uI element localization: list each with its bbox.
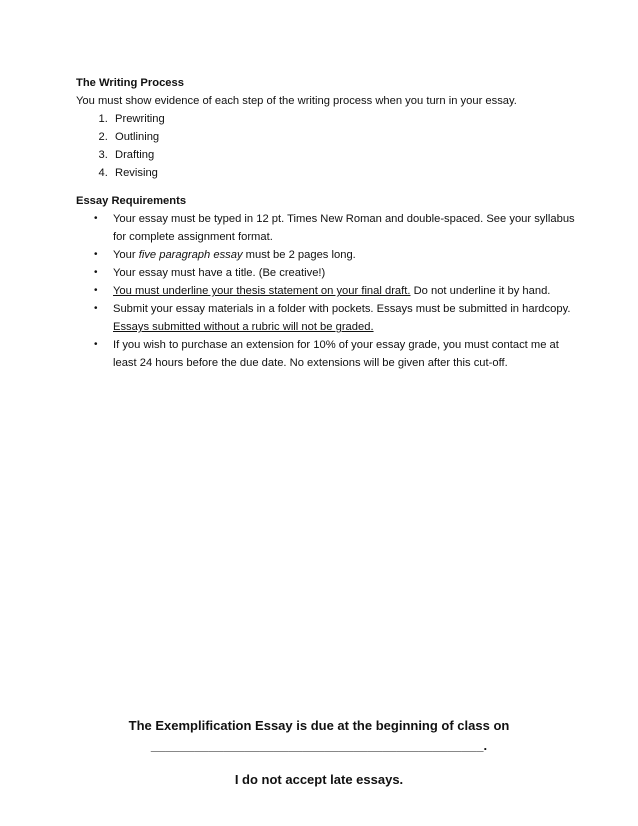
late-policy-line: I do not accept late essays. (234, 772, 404, 787)
writing-steps-list (76, 110, 576, 182)
writing-process-section (76, 74, 576, 182)
requirement-length-pre: Your (113, 249, 139, 261)
bullet-icon: • (94, 285, 98, 296)
writing-process-intro: You must show evidence of each step of the writing process when you turn in your essay. (76, 95, 517, 107)
due-date-blank: ______________________________________________. (150, 738, 488, 753)
list-item (94, 282, 576, 300)
writing-process-heading: The Writing Process (76, 77, 184, 89)
requirement-submit: Submit your essay materials in a folder with pockets. Essays must be submitted in hardcopy. (113, 303, 571, 315)
requirement-typed: Your essay must be typed in 12 pt. Times New Roman and double-spaced. See your syllabus for complete assignment format. (113, 213, 575, 243)
list-item (94, 246, 576, 264)
requirement-submit-underlined: Essays submitted without a rubric will not be graded. (113, 321, 374, 333)
list-item (94, 264, 576, 282)
essay-requirements-heading: Essay Requirements (76, 195, 187, 207)
list-item (94, 300, 576, 336)
list-item: 2. Outlining (111, 128, 576, 146)
bullet-icon: • (94, 213, 98, 224)
requirement-extension: If you wish to purchase an extension for 10% of your essay grade, you must contact me at least 24 hours before the due date. No extensions will be given after this cut-off. (113, 339, 559, 369)
list-item: 1. Prewriting (111, 110, 576, 128)
essay-requirements-section (76, 192, 576, 372)
requirements-list (76, 210, 576, 372)
list-item: 4. Revising (111, 164, 576, 182)
bullet-icon: • (94, 267, 98, 278)
requirement-length-italic: five paragraph essay (138, 249, 243, 261)
bullet-icon: • (94, 303, 98, 314)
requirement-title: Your essay must have a title. (Be creative!) (113, 267, 326, 279)
bullet-icon: • (94, 249, 98, 260)
requirement-length-post: must be 2 pages long. (242, 249, 356, 261)
due-date-line: The Exemplification Essay is due at the beginning of class on (128, 718, 510, 733)
list-item (94, 336, 576, 372)
requirement-thesis-underlined: You must underline your thesis statement on your final draft. (113, 285, 411, 297)
list-item: 3. Drafting (111, 146, 576, 164)
requirement-thesis-rest: Do not underline it by hand. (410, 285, 551, 297)
list-item (94, 210, 576, 246)
bullet-icon: • (94, 339, 98, 350)
